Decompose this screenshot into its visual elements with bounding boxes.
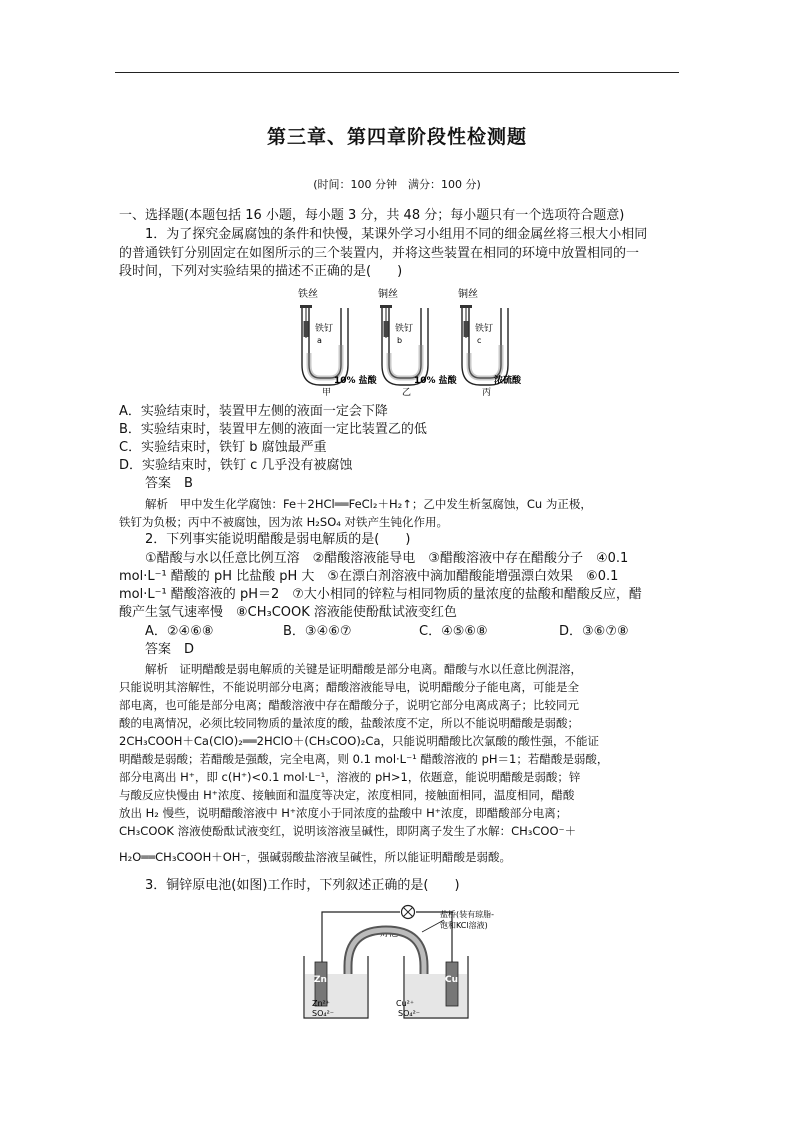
nail-id: c [477, 336, 482, 345]
q2-item-line: ①醋酸与水以任意比例互溶 ②醋酸溶液能导电 ③醋酸溶液中存在醋酸分子 ④0.1 [145, 551, 629, 566]
q2-choice: A．②④⑥⑧ [145, 624, 214, 639]
page-subtitle: (时间：100 分钟 满分：100 分) [313, 178, 481, 191]
nail-id: b [397, 336, 403, 345]
q1-stem-line: 段时间，下列对实验结果的描述不正确的是( ) [119, 264, 403, 279]
q2-analysis-line: 酸的电离情况，必须比较同物质的量浓度的酸，盐酸浓度不定，所以不能说明醋酸是弱酸； [119, 716, 579, 730]
q1-option: B．实验结束时，装置甲左侧的液面一定比装置乙的低 [119, 422, 427, 437]
wire-label: 铜丝 [458, 289, 478, 300]
beaker-zn [304, 956, 368, 1018]
stopper-icon [380, 305, 392, 308]
nail-label: 铁钉 [395, 324, 414, 334]
q1-option: C．实验结束时，铁钉 b 腐蚀最严重 [119, 440, 327, 455]
q1-stem-line: 1．为了探究金属腐蚀的条件和快慢，某课外学习小组用不同的细金属丝将三根大小相同 [145, 227, 648, 242]
q2-stem: 2．下列事实能说明醋酸是弱电解质的是( ) [145, 532, 411, 547]
bridge-label: 盐桥(装有琼脂- [440, 910, 495, 919]
section-heading: 一、选择题(本题包括 16 小题，每小题 3 分，共 48 分；每小题只有一个选项符合题意) [119, 208, 625, 223]
ion-label: SO₄²⁻ [398, 1009, 421, 1018]
ion-label: Zn²⁺ [312, 999, 330, 1008]
q1-stem-line: 的普通铁钉分别固定在如图所示的三个装置内，并将这些装置在相同的环境中放置相同的一 [119, 246, 640, 261]
bridge-label: 饱和KCl溶液) [440, 921, 488, 930]
q2-analysis-line: 解析 证明醋酸是弱电解质的关键是证明醋酸是部分电离。醋酸与水以任意比例混溶， [145, 662, 582, 676]
q2-analysis-line: 部分电离出 H⁺，即 c(H⁺)<0.1 mol·L⁻¹，溶液的 pH>1，依题意，能说明醋酸是弱酸；锌 [119, 770, 581, 784]
nail-label: 铁钉 [315, 324, 334, 334]
wire-label: 铜丝 [378, 289, 398, 300]
nail-id: a [317, 336, 322, 345]
device-name: 乙 [402, 388, 412, 398]
q2-choice: C．④⑤⑥⑧ [419, 624, 488, 639]
nail-icon [304, 321, 309, 337]
q2-choice: D．③⑥⑦⑧ [559, 624, 629, 639]
q2-choices [145, 624, 665, 640]
q2-answer: 答案 D [145, 642, 195, 657]
q1-option: A．实验结束时，装置甲左侧的液面一定会下降 [119, 404, 388, 419]
electrode-label: Zn [314, 975, 327, 985]
q2-analysis-line: H₂O══CH₃COOH＋OH⁻，强碱弱酸盐溶液呈碱性，所以能证明醋酸是弱酸。 [119, 850, 511, 864]
q1-option: D．实验结束时，铁钉 c 几乎没有被腐蚀 [119, 458, 353, 473]
q2-analysis-line: 2CH₃COOH＋Ca(ClO)₂══2HClO＋(CH₃COO)₂Ca，只能说明醋酸比次氯酸的酸性强，不能证 [119, 734, 599, 748]
device-name: 甲 [322, 388, 332, 398]
q1-figure [290, 283, 540, 401]
q2-item-line: 酸产生氢气速率慢 ⑧CH₃COOK 溶液能使酚酞试液变红色 [119, 605, 457, 620]
beaker-cu [396, 956, 468, 1018]
q1-analysis-line: 铁钉为负极；丙中不被腐蚀，因为浓 H₂SO₄ 对铁产生钝化作用。 [119, 515, 449, 529]
electrode-label: Cu [445, 975, 459, 985]
q2-analysis-line: 只能说明其溶解性，不能说明部分电离；醋酸溶液能导电，说明醋酸分子能电离，可能是全 [119, 680, 579, 694]
q3-figure [296, 896, 526, 1022]
page-title: 第三章、第四章阶段性检测题 [266, 126, 527, 148]
q2-analysis-line: 明醋酸是弱酸；若醋酸是强酸，完全电离，则 0.1 mol·L⁻¹ 醋酸溶液的 pH＝1；若醋酸是弱酸， [119, 752, 609, 766]
device-name: 丙 [482, 388, 492, 398]
nail-icon [384, 321, 389, 337]
q2-analysis-line: CH₃COOK 溶液使酚酞试液变红，说明该溶液呈碱性，即阴离子发生了水解：CH₃COO⁻＋ [119, 824, 577, 838]
nail-label: 铁钉 [475, 324, 494, 334]
solution-label: 浓硫酸 [494, 376, 522, 386]
q2-item-line: mol·L⁻¹ 醋酸溶液的 pH＝2 ⑦大小相同的锌粒与相同物质的量浓度的盐酸和醋酸反应，醋 [119, 587, 642, 602]
solution-label: 10% 盐酸 [414, 376, 457, 386]
q2-choice: B．③④⑥⑦ [283, 624, 352, 639]
header-rule [115, 72, 679, 73]
solution-label: 10% 盐酸 [334, 376, 377, 386]
q2-analysis-line: 与酸反应快慢由 H⁺浓度、接触面和温度等决定，浓度相同，接触面相同，温度相同，醋酸 [119, 788, 575, 802]
bulb-icon [402, 906, 415, 919]
bulb-label: 灯泡 [380, 929, 399, 939]
stopper-icon [460, 305, 472, 308]
q3-stem: 3．铜锌原电池(如图)工作时，下列叙述正确的是( ) [145, 878, 460, 893]
q2-analysis-line: 放出 H₂ 慢些，说明醋酸溶液中 H⁺浓度小于同浓度的盐酸中 H⁺浓度，即醋酸部分电离； [119, 806, 568, 820]
q1-answer: 答案 B [145, 476, 193, 491]
stopper-icon [300, 305, 312, 308]
q2-analysis-line: 部电离，也可能是部分电离；醋酸溶液中存在醋酸分子，说明它部分电离成离子；比较同元 [119, 698, 579, 712]
q1-analysis-line: 解析 甲中发生化学腐蚀：Fe＋2HCl══FeCl₂＋H₂↑；乙中发生析氢腐蚀，Cu 为正极， [145, 497, 592, 511]
q2-item-line: mol·L⁻¹ 醋酸的 pH 比盐酸 pH 大 ⑤在漂白剂溶液中滴加醋酸能增强漂白效果 ⑥0.1 [119, 569, 619, 584]
wire-label: 铁丝 [298, 289, 318, 300]
ion-label: Cu²⁺ [396, 999, 415, 1008]
ion-label: SO₄²⁻ [312, 1009, 335, 1018]
nail-icon [464, 321, 469, 337]
